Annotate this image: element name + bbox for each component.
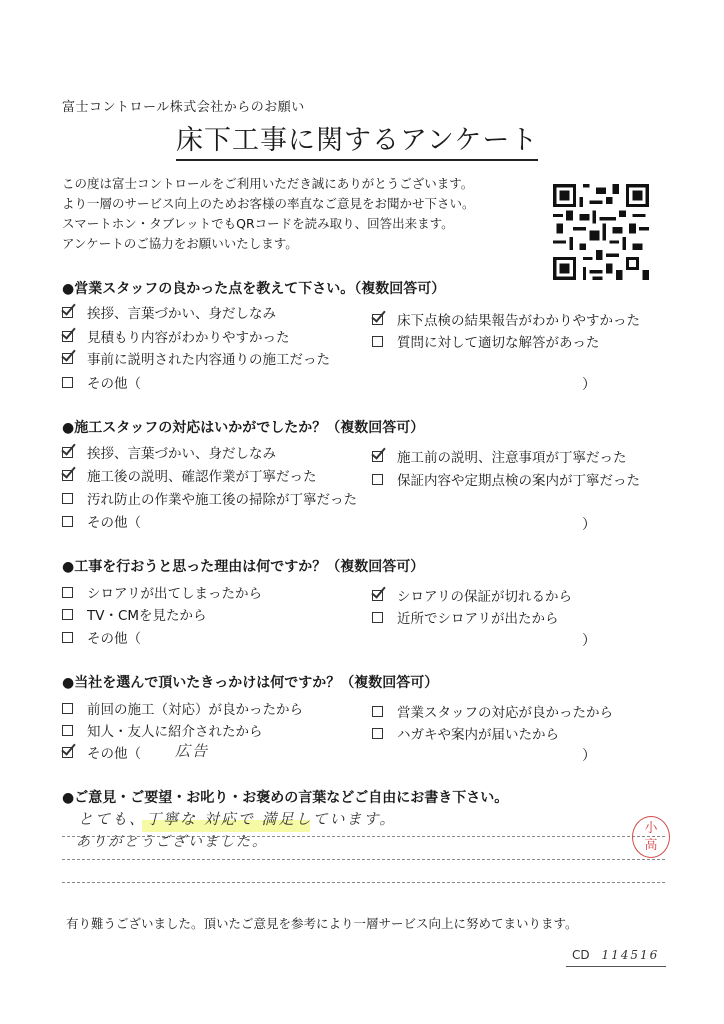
other-handwritten-answer[interactable]: 広告	[175, 742, 210, 760]
intro-line: スマートホン・タブレットでもQRコードを読み取り、回答出来ます。	[62, 216, 454, 231]
option-construction-other[interactable]	[62, 511, 141, 531]
option-label: シロアリの保証が切れるから	[397, 589, 572, 605]
option-construction-warranty[interactable]	[372, 469, 640, 489]
option-label: 質問に対して適切な解答があった	[397, 335, 600, 351]
comment-handwritten-line-1[interactable]: とても、丁寧な 対応で 満足しています。	[78, 810, 397, 828]
option-construction-pre-explain[interactable]	[372, 446, 627, 466]
checkbox-icon[interactable]	[62, 377, 73, 388]
option-reason-other[interactable]	[62, 627, 141, 647]
option-label: 見積もり内容がわかりやすかった	[87, 330, 290, 346]
code-prefix: CD	[572, 948, 590, 962]
checkbox-icon[interactable]	[62, 587, 73, 598]
option-label: その他（	[87, 376, 141, 392]
checkbox-checked-icon[interactable]	[62, 353, 73, 364]
section-heading-reason: ●工事を行おうと思った理由は何ですか？（複数回答可）	[62, 559, 425, 575]
comment-line	[62, 882, 665, 883]
stamp-char: 小	[644, 821, 658, 836]
option-label: 施工前の説明、注意事項が丁寧だった	[397, 450, 627, 466]
other-close-paren: ）	[582, 748, 596, 764]
checkbox-checked-icon[interactable]	[62, 331, 73, 342]
option-label: その他（	[87, 746, 141, 762]
option-trigger-previous[interactable]	[62, 698, 303, 718]
intro-text	[62, 174, 475, 254]
option-sales-inspection-report[interactable]	[372, 309, 640, 329]
option-construction-greeting[interactable]	[62, 442, 276, 462]
option-sales-greeting[interactable]	[62, 302, 276, 322]
option-label: シロアリが出てしまったから	[87, 586, 262, 602]
checkbox-icon[interactable]	[62, 493, 73, 504]
option-reason-warranty-expiring[interactable]	[372, 585, 572, 605]
checkbox-checked-icon[interactable]	[62, 470, 73, 481]
section-heading-construction-staff: ●施工スタッフの対応はいかがでしたか？（複数回答可）	[62, 420, 425, 436]
checkbox-icon[interactable]	[372, 474, 383, 485]
checkbox-icon[interactable]	[62, 703, 73, 714]
option-label: 汚れ防止の作業や施工後の掃除が丁寧だった	[87, 492, 357, 508]
qr-code-icon	[553, 184, 649, 280]
option-reason-tv-cm[interactable]	[62, 604, 207, 624]
option-construction-post-explain[interactable]	[62, 465, 317, 485]
checkbox-icon[interactable]	[62, 516, 73, 527]
option-trigger-referral[interactable]	[62, 720, 263, 740]
option-label: 施工後の説明、確認作業が丁寧だった	[87, 469, 317, 485]
thank-you-footer: 有り難うございました。頂いたご意見を参考により一層サービス向上に努めてまいります。	[66, 916, 578, 931]
option-label: 事前に説明された内容通りの施工だった	[87, 352, 330, 368]
section-heading-comments: ●ご意見・ご要望・お叱り・お褒めの言葉などご自由にお書き下さい。	[62, 790, 509, 806]
code-value: 114516	[601, 948, 660, 962]
intro-line: より一層のサービス向上のためお客様の率直なご意見をお聞かせ下さい。	[62, 196, 475, 211]
checkbox-icon[interactable]	[62, 725, 73, 736]
checkbox-checked-icon[interactable]	[62, 447, 73, 458]
option-label: その他（	[87, 631, 141, 647]
comment-handwritten-line-2[interactable]: ありがとうございました。	[76, 834, 268, 850]
code-underline	[566, 966, 666, 967]
page-title: 床下工事に関するアンケート	[176, 118, 538, 161]
checkbox-checked-icon[interactable]	[372, 314, 383, 325]
option-label: 床下点検の結果報告がわかりやすかった	[397, 313, 640, 329]
option-reason-termites[interactable]	[62, 582, 262, 602]
other-close-paren: ）	[582, 517, 596, 533]
option-sales-other[interactable]	[62, 372, 141, 392]
section-heading-trigger: ●当社を選んで頂いたきっかけは何ですか？（複数回答可）	[62, 675, 439, 691]
customer-code	[572, 948, 659, 962]
name-seal-stamp	[632, 816, 670, 858]
option-label: 挨拶、言葉づかい、身だしなみ	[87, 446, 276, 462]
option-construction-cleaning[interactable]	[62, 488, 357, 508]
option-trigger-sales-staff[interactable]	[372, 701, 613, 721]
option-sales-as-explained[interactable]	[62, 348, 330, 368]
option-sales-estimate[interactable]	[62, 326, 290, 346]
checkbox-icon[interactable]	[62, 632, 73, 643]
checkbox-icon[interactable]	[372, 706, 383, 717]
option-label: 知人・友人に紹介されたから	[87, 724, 263, 740]
option-label: TV・CMを見たから	[87, 608, 207, 624]
stamp-char: 高	[644, 838, 658, 853]
option-label: 営業スタッフの対応が良かったから	[397, 705, 613, 721]
section-heading-sales-staff: ●営業スタッフの良かった点を教えて下さい。（複数回答可）	[62, 281, 446, 297]
option-sales-answers[interactable]	[372, 331, 599, 351]
option-reason-neighbor[interactable]	[372, 607, 558, 627]
checkbox-icon[interactable]	[62, 609, 73, 620]
checkbox-checked-icon[interactable]	[372, 451, 383, 462]
option-label: 近所でシロアリが出たから	[397, 611, 559, 627]
option-label: 保証内容や定期点検の案内が丁寧だった	[397, 473, 640, 489]
option-label: ハガキや案内が届いたから	[397, 727, 559, 743]
option-trigger-other[interactable]	[62, 742, 141, 762]
intro-line: アンケートのご協力をお願いいたします。	[62, 236, 298, 251]
checkbox-icon[interactable]	[372, 336, 383, 347]
option-label: 前回の施工（対応）が良かったから	[87, 702, 303, 718]
checkbox-checked-icon[interactable]	[372, 590, 383, 601]
checkbox-checked-icon[interactable]	[62, 747, 73, 758]
checkbox-checked-icon[interactable]	[62, 307, 73, 318]
option-label: その他（	[87, 515, 141, 531]
checkbox-icon[interactable]	[372, 728, 383, 739]
intro-line: この度は富士コントロールをご利用いただき誠にありがとうございます。	[62, 176, 474, 191]
other-close-paren: ）	[582, 633, 596, 649]
other-close-paren: ）	[582, 377, 596, 393]
comment-line	[62, 859, 665, 860]
option-trigger-postcard[interactable]	[372, 723, 559, 743]
checkbox-icon[interactable]	[372, 612, 383, 623]
option-label: 挨拶、言葉づかい、身だしなみ	[87, 306, 276, 322]
company-name: 富士コントロール株式会社からのお願い	[62, 100, 305, 115]
